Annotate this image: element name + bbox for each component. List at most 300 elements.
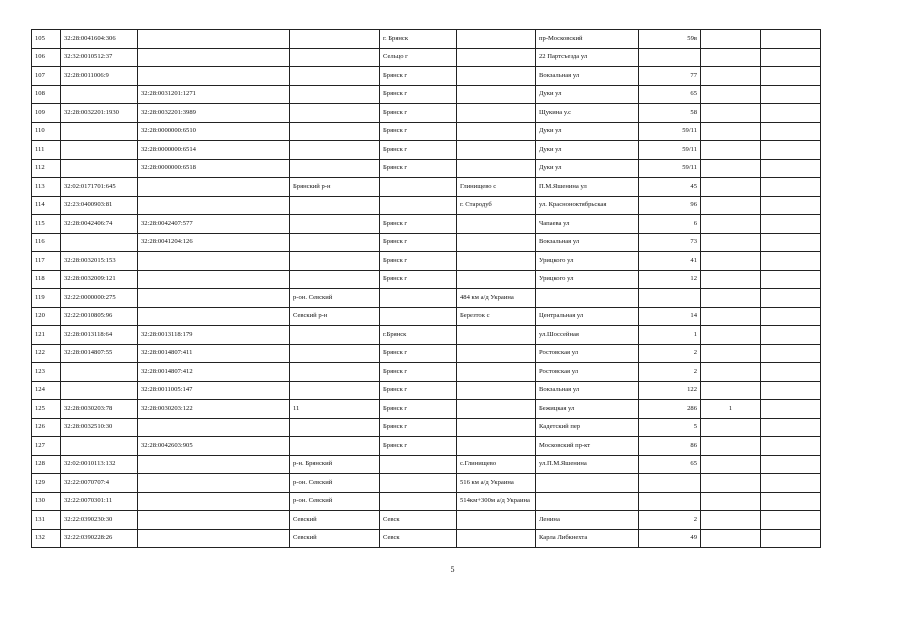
cell-row-number: 107 bbox=[32, 67, 61, 86]
cell-cadastral-number bbox=[61, 363, 138, 382]
cell-row-number: 116 bbox=[32, 233, 61, 252]
cell-cadastral-number: 32:28:0041604:306 bbox=[61, 30, 138, 49]
cell-extra-column-2 bbox=[761, 529, 821, 548]
cell-district bbox=[290, 196, 380, 215]
cell-district bbox=[290, 104, 380, 123]
records-table bbox=[31, 29, 821, 548]
cell-extra-column-1 bbox=[701, 252, 761, 271]
cell-street: Ростовская ул bbox=[536, 363, 639, 382]
cell-extra-column-2 bbox=[761, 159, 821, 178]
cell-cadastral-number: 32:02:0171701:645 bbox=[61, 178, 138, 197]
cell-district: р-он. Севский bbox=[290, 474, 380, 493]
cell-extra-column-2 bbox=[761, 326, 821, 345]
cell-cadastral-number bbox=[61, 437, 138, 456]
cell-district: 11 bbox=[290, 400, 380, 419]
cell-extra-column-1 bbox=[701, 418, 761, 437]
table-row bbox=[32, 511, 821, 530]
cell-house-number: 65 bbox=[639, 85, 701, 104]
cell-house-number: 12 bbox=[639, 270, 701, 289]
cell-row-number: 132 bbox=[32, 529, 61, 548]
cell-extra-column-1: 1 bbox=[701, 400, 761, 419]
cell-cadastral-number bbox=[61, 159, 138, 178]
cell-city: Брянск г bbox=[380, 215, 457, 234]
table-row bbox=[32, 122, 821, 141]
cell-street: П.М.Яшенина ул bbox=[536, 178, 639, 197]
cell-cadastral-number-2 bbox=[138, 252, 290, 271]
cell-row-number: 115 bbox=[32, 215, 61, 234]
cell-street: Дуки ул bbox=[536, 85, 639, 104]
cell-street: ул. Красноноктябрьская bbox=[536, 196, 639, 215]
table-row bbox=[32, 196, 821, 215]
cell-city: г. Брянск bbox=[380, 30, 457, 49]
cell-street: Дуки ул bbox=[536, 122, 639, 141]
cell-district bbox=[290, 326, 380, 345]
cell-row-number: 127 bbox=[32, 437, 61, 456]
cell-locality bbox=[457, 270, 536, 289]
cell-extra-column-2 bbox=[761, 474, 821, 493]
cell-cadastral-number: 32:28:0032015:153 bbox=[61, 252, 138, 271]
cell-cadastral-number: 32:28:0032510:30 bbox=[61, 418, 138, 437]
cell-city: Брянск г bbox=[380, 67, 457, 86]
cell-cadastral-number-2: 32:28:0000000:6514 bbox=[138, 141, 290, 160]
cell-city bbox=[380, 492, 457, 511]
cell-locality: Березток с bbox=[457, 307, 536, 326]
cell-house-number: 122 bbox=[639, 381, 701, 400]
cell-extra-column-1 bbox=[701, 178, 761, 197]
cell-street: 22 Партсъезда ул bbox=[536, 48, 639, 67]
cell-extra-column-1 bbox=[701, 492, 761, 511]
cell-locality bbox=[457, 326, 536, 345]
table-row bbox=[32, 307, 821, 326]
cell-extra-column-1 bbox=[701, 30, 761, 49]
cell-row-number: 109 bbox=[32, 104, 61, 123]
cell-cadastral-number-2 bbox=[138, 492, 290, 511]
cell-row-number: 113 bbox=[32, 178, 61, 197]
cell-city: Брянск г bbox=[380, 270, 457, 289]
cell-district bbox=[290, 85, 380, 104]
cell-house-number: 96 bbox=[639, 196, 701, 215]
table-row bbox=[32, 455, 821, 474]
table-row bbox=[32, 437, 821, 456]
cell-extra-column-2 bbox=[761, 400, 821, 419]
cell-house-number: 1 bbox=[639, 326, 701, 345]
cell-cadastral-number: 32:28:0032009:121 bbox=[61, 270, 138, 289]
cell-house-number: 86 bbox=[639, 437, 701, 456]
cell-extra-column-2 bbox=[761, 104, 821, 123]
cell-extra-column-1 bbox=[701, 104, 761, 123]
cell-house-number: 59/11 bbox=[639, 141, 701, 160]
cell-district: р-он. Севский bbox=[290, 492, 380, 511]
cell-cadastral-number-2: 32:28:0032201:3989 bbox=[138, 104, 290, 123]
cell-cadastral-number-2 bbox=[138, 270, 290, 289]
cell-district bbox=[290, 122, 380, 141]
cell-street bbox=[536, 474, 639, 493]
cell-house-number bbox=[639, 289, 701, 308]
cell-extra-column-2 bbox=[761, 307, 821, 326]
cell-city: Брянск г bbox=[380, 363, 457, 382]
cell-extra-column-1 bbox=[701, 455, 761, 474]
cell-cadastral-number bbox=[61, 381, 138, 400]
table-row bbox=[32, 289, 821, 308]
cell-extra-column-1 bbox=[701, 196, 761, 215]
cell-house-number: 65 bbox=[639, 455, 701, 474]
cell-district: Брянский р-н bbox=[290, 178, 380, 197]
cell-district bbox=[290, 141, 380, 160]
cell-locality: 514км+300м а/д Украина bbox=[457, 492, 536, 511]
cell-street: Вокзальная ул bbox=[536, 233, 639, 252]
cell-street: Бежицкая ул bbox=[536, 400, 639, 419]
cell-locality: с.Глинищево bbox=[457, 455, 536, 474]
cell-cadastral-number-2: 32:28:0011005:147 bbox=[138, 381, 290, 400]
cell-row-number: 119 bbox=[32, 289, 61, 308]
cell-district bbox=[290, 159, 380, 178]
cell-extra-column-2 bbox=[761, 437, 821, 456]
cell-row-number: 110 bbox=[32, 122, 61, 141]
cell-street: Щукина у.с bbox=[536, 104, 639, 123]
cell-district: р-он. Севский bbox=[290, 289, 380, 308]
cell-cadastral-number: 32:28:0013118:64 bbox=[61, 326, 138, 345]
cell-locality bbox=[457, 141, 536, 160]
cell-city: Брянск г bbox=[380, 104, 457, 123]
cell-cadastral-number-2 bbox=[138, 307, 290, 326]
cell-extra-column-1 bbox=[701, 529, 761, 548]
cell-street: Урицкого ул bbox=[536, 252, 639, 271]
cell-extra-column-2 bbox=[761, 233, 821, 252]
cell-extra-column-1 bbox=[701, 122, 761, 141]
cell-house-number: 14 bbox=[639, 307, 701, 326]
cell-extra-column-2 bbox=[761, 252, 821, 271]
cell-city bbox=[380, 289, 457, 308]
cell-street: Кадетский пер bbox=[536, 418, 639, 437]
cell-city: Брянск г bbox=[380, 400, 457, 419]
cell-extra-column-2 bbox=[761, 511, 821, 530]
table-row bbox=[32, 215, 821, 234]
cell-locality bbox=[457, 252, 536, 271]
cell-locality bbox=[457, 400, 536, 419]
cell-district: Севский bbox=[290, 511, 380, 530]
cell-extra-column-1 bbox=[701, 437, 761, 456]
table-row bbox=[32, 381, 821, 400]
table-row bbox=[32, 104, 821, 123]
cell-city: Брянск г bbox=[380, 159, 457, 178]
cell-extra-column-2 bbox=[761, 455, 821, 474]
cell-district bbox=[290, 30, 380, 49]
cell-cadastral-number: 32:32:0010512:37 bbox=[61, 48, 138, 67]
cell-extra-column-2 bbox=[761, 178, 821, 197]
cell-locality bbox=[457, 437, 536, 456]
cell-city bbox=[380, 196, 457, 215]
cell-cadastral-number: 32:23:0400903:81 bbox=[61, 196, 138, 215]
cell-city: Сельцо г bbox=[380, 48, 457, 67]
cell-row-number: 117 bbox=[32, 252, 61, 271]
cell-city: Брянск г bbox=[380, 344, 457, 363]
cell-extra-column-2 bbox=[761, 344, 821, 363]
cell-extra-column-2 bbox=[761, 48, 821, 67]
cell-city: Брянск г bbox=[380, 122, 457, 141]
cell-extra-column-1 bbox=[701, 289, 761, 308]
cell-street: ул.П.М.Яшенина bbox=[536, 455, 639, 474]
cell-district bbox=[290, 381, 380, 400]
cell-extra-column-1 bbox=[701, 307, 761, 326]
cell-district bbox=[290, 363, 380, 382]
cell-extra-column-2 bbox=[761, 196, 821, 215]
cell-extra-column-2 bbox=[761, 215, 821, 234]
cell-street: Урицкого ул bbox=[536, 270, 639, 289]
cell-extra-column-1 bbox=[701, 48, 761, 67]
cell-extra-column-1 bbox=[701, 85, 761, 104]
cell-house-number: 5 bbox=[639, 418, 701, 437]
cell-locality bbox=[457, 511, 536, 530]
cell-house-number: 58 bbox=[639, 104, 701, 123]
table-row bbox=[32, 326, 821, 345]
cell-extra-column-2 bbox=[761, 381, 821, 400]
cell-house-number: 2 bbox=[639, 511, 701, 530]
cell-district bbox=[290, 270, 380, 289]
cell-extra-column-1 bbox=[701, 159, 761, 178]
table-row bbox=[32, 252, 821, 271]
cell-row-number: 131 bbox=[32, 511, 61, 530]
cell-cadastral-number-2: 32:28:0000000:6510 bbox=[138, 122, 290, 141]
table-row bbox=[32, 85, 821, 104]
cell-locality bbox=[457, 215, 536, 234]
cell-cadastral-number-2 bbox=[138, 30, 290, 49]
cell-house-number: 77 bbox=[639, 67, 701, 86]
table-row bbox=[32, 400, 821, 419]
table-row bbox=[32, 418, 821, 437]
cell-city bbox=[380, 307, 457, 326]
cell-district bbox=[290, 48, 380, 67]
cell-district bbox=[290, 418, 380, 437]
cell-street: пр-Московский bbox=[536, 30, 639, 49]
cell-row-number: 120 bbox=[32, 307, 61, 326]
cell-city: Брянск г bbox=[380, 381, 457, 400]
cell-cadastral-number: 32:22:0390230:30 bbox=[61, 511, 138, 530]
cell-locality bbox=[457, 344, 536, 363]
cell-cadastral-number-2: 32:28:0014807:412 bbox=[138, 363, 290, 382]
cell-locality: Глинищево с bbox=[457, 178, 536, 197]
cell-street: Дуки ул bbox=[536, 159, 639, 178]
cell-locality bbox=[457, 48, 536, 67]
cell-extra-column-2 bbox=[761, 85, 821, 104]
cell-city: Брянск г bbox=[380, 85, 457, 104]
cell-extra-column-1 bbox=[701, 511, 761, 530]
cell-row-number: 125 bbox=[32, 400, 61, 419]
cell-cadastral-number-2 bbox=[138, 529, 290, 548]
cell-house-number: 59в bbox=[639, 30, 701, 49]
cell-cadastral-number bbox=[61, 141, 138, 160]
cell-street: Вокзальная ул bbox=[536, 67, 639, 86]
cell-city: Брянск г bbox=[380, 252, 457, 271]
table-row bbox=[32, 344, 821, 363]
cell-district bbox=[290, 437, 380, 456]
cell-cadastral-number bbox=[61, 233, 138, 252]
cell-extra-column-1 bbox=[701, 344, 761, 363]
cell-house-number bbox=[639, 474, 701, 493]
cell-cadastral-number-2: 32:28:0031201:1271 bbox=[138, 85, 290, 104]
cell-house-number: 45 bbox=[639, 178, 701, 197]
cell-district bbox=[290, 215, 380, 234]
cell-locality bbox=[457, 381, 536, 400]
cell-row-number: 108 bbox=[32, 85, 61, 104]
table-row bbox=[32, 48, 821, 67]
page-number: 5 bbox=[450, 565, 455, 574]
cell-extra-column-2 bbox=[761, 492, 821, 511]
table-row bbox=[32, 529, 821, 548]
cell-row-number: 130 bbox=[32, 492, 61, 511]
cell-cadastral-number-2 bbox=[138, 67, 290, 86]
cell-cadastral-number: 32:22:0010805:96 bbox=[61, 307, 138, 326]
cell-extra-column-2 bbox=[761, 289, 821, 308]
cell-house-number: 2 bbox=[639, 363, 701, 382]
cell-cadastral-number-2 bbox=[138, 178, 290, 197]
table-row bbox=[32, 492, 821, 511]
cell-street: Ростовская ул bbox=[536, 344, 639, 363]
cell-locality: г. Стародуб bbox=[457, 196, 536, 215]
cell-extra-column-1 bbox=[701, 141, 761, 160]
cell-house-number: 73 bbox=[639, 233, 701, 252]
cell-extra-column-1 bbox=[701, 381, 761, 400]
cell-locality bbox=[457, 104, 536, 123]
cell-house-number: 49 bbox=[639, 529, 701, 548]
cell-house-number: 41 bbox=[639, 252, 701, 271]
table-row bbox=[32, 178, 821, 197]
table-row bbox=[32, 159, 821, 178]
cell-city bbox=[380, 474, 457, 493]
cell-cadastral-number-2: 32:28:0042603:905 bbox=[138, 437, 290, 456]
cell-extra-column-1 bbox=[701, 474, 761, 493]
cell-row-number: 106 bbox=[32, 48, 61, 67]
cell-district bbox=[290, 252, 380, 271]
cell-city: г.Брянск bbox=[380, 326, 457, 345]
cell-cadastral-number: 32:22:0000000:275 bbox=[61, 289, 138, 308]
cell-cadastral-number-2 bbox=[138, 289, 290, 308]
cell-locality bbox=[457, 363, 536, 382]
cell-locality bbox=[457, 529, 536, 548]
cell-row-number: 129 bbox=[32, 474, 61, 493]
cell-district: р-н. Брянский bbox=[290, 455, 380, 474]
cell-cadastral-number-2: 32:28:0013118:179 bbox=[138, 326, 290, 345]
cell-cadastral-number-2: 32:28:0014807:411 bbox=[138, 344, 290, 363]
cell-locality bbox=[457, 159, 536, 178]
cell-cadastral-number: 32:02:0010113:132 bbox=[61, 455, 138, 474]
cell-cadastral-number-2 bbox=[138, 418, 290, 437]
cell-city: Брянск г bbox=[380, 141, 457, 160]
cell-cadastral-number: 32:28:0011006:9 bbox=[61, 67, 138, 86]
cell-extra-column-1 bbox=[701, 326, 761, 345]
cell-extra-column-2 bbox=[761, 122, 821, 141]
table-row bbox=[32, 67, 821, 86]
cell-district: Севский р-н bbox=[290, 307, 380, 326]
cell-row-number: 112 bbox=[32, 159, 61, 178]
cell-cadastral-number-2: 32:28:0041204:126 bbox=[138, 233, 290, 252]
cell-extra-column-2 bbox=[761, 270, 821, 289]
cell-extra-column-2 bbox=[761, 418, 821, 437]
cell-street: Карла Либкнехта bbox=[536, 529, 639, 548]
cell-street: Дуки ул bbox=[536, 141, 639, 160]
cell-cadastral-number-2: 32:28:0042407:577 bbox=[138, 215, 290, 234]
cell-street: Центральная ул bbox=[536, 307, 639, 326]
cell-cadastral-number-2: 32:28:0000000:6518 bbox=[138, 159, 290, 178]
cell-house-number bbox=[639, 48, 701, 67]
table-row bbox=[32, 474, 821, 493]
cell-street: ул.Шоссейная bbox=[536, 326, 639, 345]
table-row bbox=[32, 363, 821, 382]
cell-extra-column-2 bbox=[761, 67, 821, 86]
cell-cadastral-number-2 bbox=[138, 48, 290, 67]
cell-house-number: 59/11 bbox=[639, 122, 701, 141]
cell-city: Севск bbox=[380, 529, 457, 548]
cell-cadastral-number: 32:22:0070707:4 bbox=[61, 474, 138, 493]
table-row bbox=[32, 30, 821, 49]
cell-district bbox=[290, 67, 380, 86]
cell-city bbox=[380, 455, 457, 474]
cell-extra-column-1 bbox=[701, 67, 761, 86]
cell-house-number bbox=[639, 492, 701, 511]
cell-locality bbox=[457, 233, 536, 252]
cell-cadastral-number: 32:28:0014807:55 bbox=[61, 344, 138, 363]
cell-extra-column-1 bbox=[701, 233, 761, 252]
table-row bbox=[32, 270, 821, 289]
cell-row-number: 114 bbox=[32, 196, 61, 215]
cell-house-number: 6 bbox=[639, 215, 701, 234]
cell-row-number: 118 bbox=[32, 270, 61, 289]
cell-row-number: 128 bbox=[32, 455, 61, 474]
cell-locality: 484 км а/д Украина bbox=[457, 289, 536, 308]
cell-locality bbox=[457, 122, 536, 141]
cell-house-number: 2 bbox=[639, 344, 701, 363]
cell-city: Севск bbox=[380, 511, 457, 530]
cell-extra-column-1 bbox=[701, 215, 761, 234]
cell-street: Ленина bbox=[536, 511, 639, 530]
cell-row-number: 105 bbox=[32, 30, 61, 49]
cell-cadastral-number-2: 32:28:0030203:122 bbox=[138, 400, 290, 419]
cell-row-number: 122 bbox=[32, 344, 61, 363]
cell-cadastral-number: 32:22:0390228:26 bbox=[61, 529, 138, 548]
cell-locality bbox=[457, 85, 536, 104]
cell-cadastral-number: 32:22:0070301:11 bbox=[61, 492, 138, 511]
cell-city: Брянск г bbox=[380, 437, 457, 456]
cell-cadastral-number bbox=[61, 122, 138, 141]
cell-street: Московский пр-кт bbox=[536, 437, 639, 456]
cell-cadastral-number-2 bbox=[138, 196, 290, 215]
cell-extra-column-2 bbox=[761, 30, 821, 49]
table-row bbox=[32, 141, 821, 160]
cell-row-number: 111 bbox=[32, 141, 61, 160]
cell-extra-column-1 bbox=[701, 363, 761, 382]
cell-row-number: 126 bbox=[32, 418, 61, 437]
cell-cadastral-number-2 bbox=[138, 474, 290, 493]
cell-city: Брянск г bbox=[380, 233, 457, 252]
cell-row-number: 121 bbox=[32, 326, 61, 345]
cell-cadastral-number: 32:28:0042406:74 bbox=[61, 215, 138, 234]
cell-house-number: 286 bbox=[639, 400, 701, 419]
cell-street bbox=[536, 289, 639, 308]
cell-district bbox=[290, 233, 380, 252]
cell-cadastral-number bbox=[61, 85, 138, 104]
cell-locality: 516 км а/д Украина bbox=[457, 474, 536, 493]
cell-locality bbox=[457, 418, 536, 437]
cell-district: Севский bbox=[290, 529, 380, 548]
cell-cadastral-number: 32:28:0032201:1930 bbox=[61, 104, 138, 123]
cell-house-number: 59/11 bbox=[639, 159, 701, 178]
cell-locality bbox=[457, 67, 536, 86]
cell-cadastral-number-2 bbox=[138, 455, 290, 474]
cell-city bbox=[380, 178, 457, 197]
cell-locality bbox=[457, 30, 536, 49]
cell-street: Вокзальная ул bbox=[536, 381, 639, 400]
cell-cadastral-number-2 bbox=[138, 511, 290, 530]
cell-street bbox=[536, 492, 639, 511]
